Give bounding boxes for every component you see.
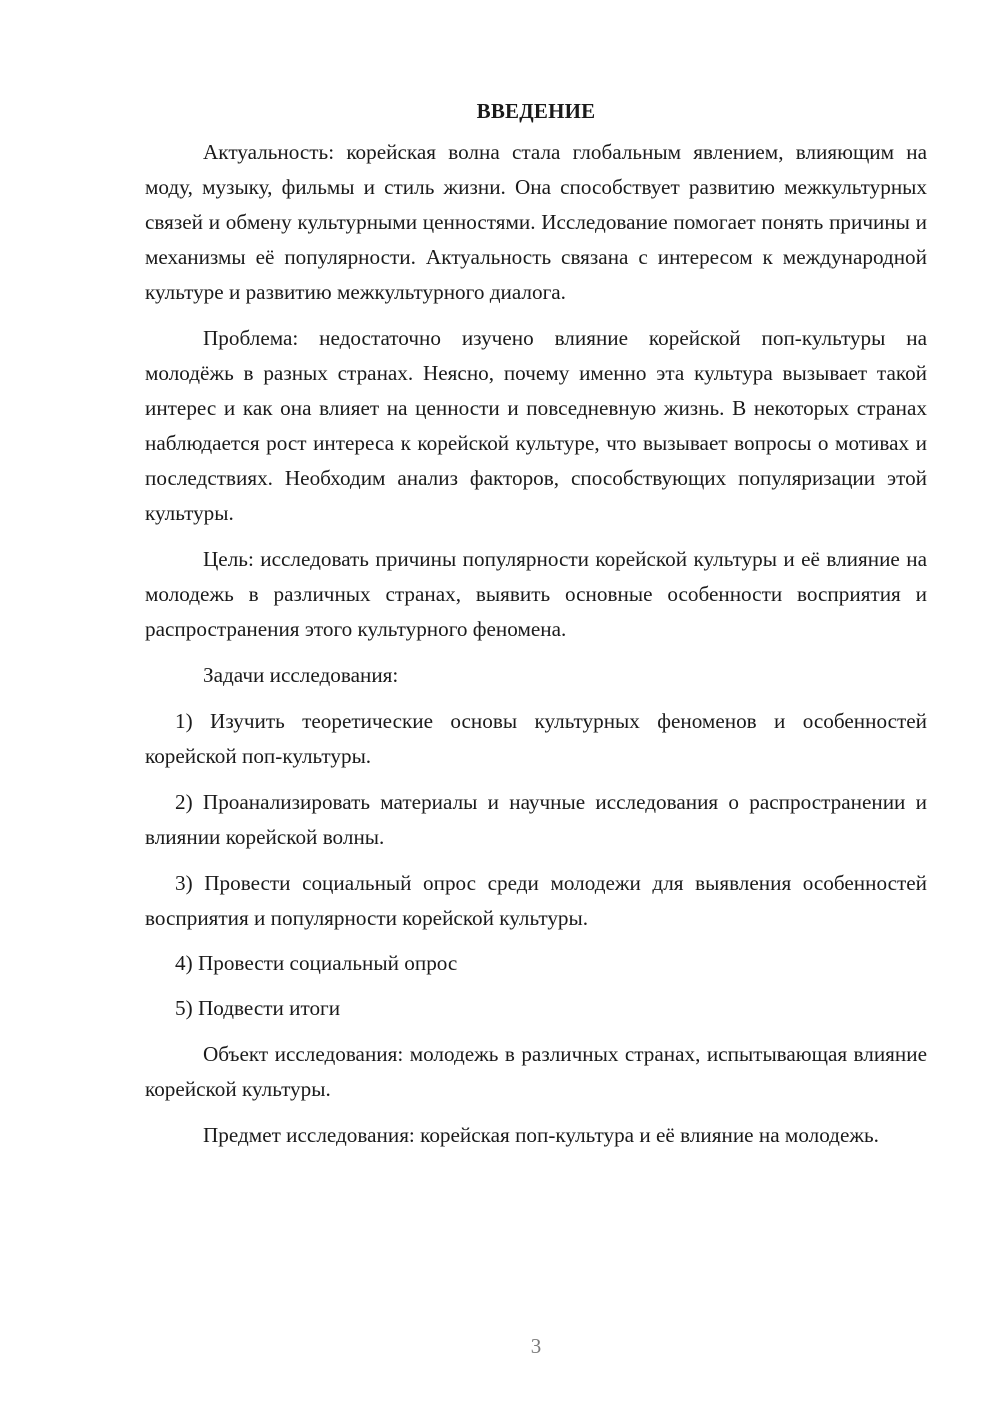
task-item-2: 2) Проанализировать материалы и научные исследования о распространении и влиянии корейской волны. bbox=[145, 790, 927, 849]
task-item-1: 1) Изучить теоретические основы культурных феноменов и особенностей корейской поп-культуры. bbox=[145, 709, 927, 768]
page-number: 3 bbox=[530, 1334, 542, 1358]
section-title: ВВЕДЕНИЕ bbox=[476, 99, 596, 123]
object-paragraph: Объект исследования: молодежь в различных странах, испытывающая влияние корейской культуры. bbox=[145, 1042, 927, 1101]
task-item-4: 4) Провести социальный опрос bbox=[175, 951, 458, 975]
subject-paragraph: Предмет исследования: корейская поп-культура и её влияние на молодежь. bbox=[203, 1123, 879, 1147]
task-item-3: 3) Провести социальный опрос среди молодежи для выявления особенностей восприятия и популярности корейской культуры. bbox=[145, 871, 927, 930]
goal-paragraph: Цель: исследовать причины популярности корейской культуры и её влияние на молодежь в различных странах, выявить основные особенности восприятия и распространения этого культурного феномена. bbox=[145, 547, 927, 641]
tasks-heading: Задачи исследования: bbox=[203, 663, 399, 687]
problem-paragraph: Проблема: недостаточно изучено влияние корейской поп-культуры на молодёжь в разных странах. Неясно, почему именно эта культура вызывает такой интерес и как она влияет на ценности и повседневную жизнь. В некоторых странах наблюдается рост интереса к корейской культуре, что вызывает вопросы о мотивах и последствиях. Необходим анализ факторов, способствующих популяризации этой культуры. bbox=[145, 326, 927, 525]
relevance-paragraph: Актуальность: корейская волна стала глобальным явлением, влияющим на моду, музыку, фильмы и стиль жизни. Она способствует развитию межкультурных связей и обмену культурными ценностями. Исследование помогает понять причины и механизмы её популярности. Актуальность связана с интересом к международной культуре и развитию межкультурного диалога. bbox=[145, 140, 927, 304]
document-page bbox=[145, 94, 927, 1153]
task-item-5: 5) Подвести итоги bbox=[175, 996, 341, 1020]
